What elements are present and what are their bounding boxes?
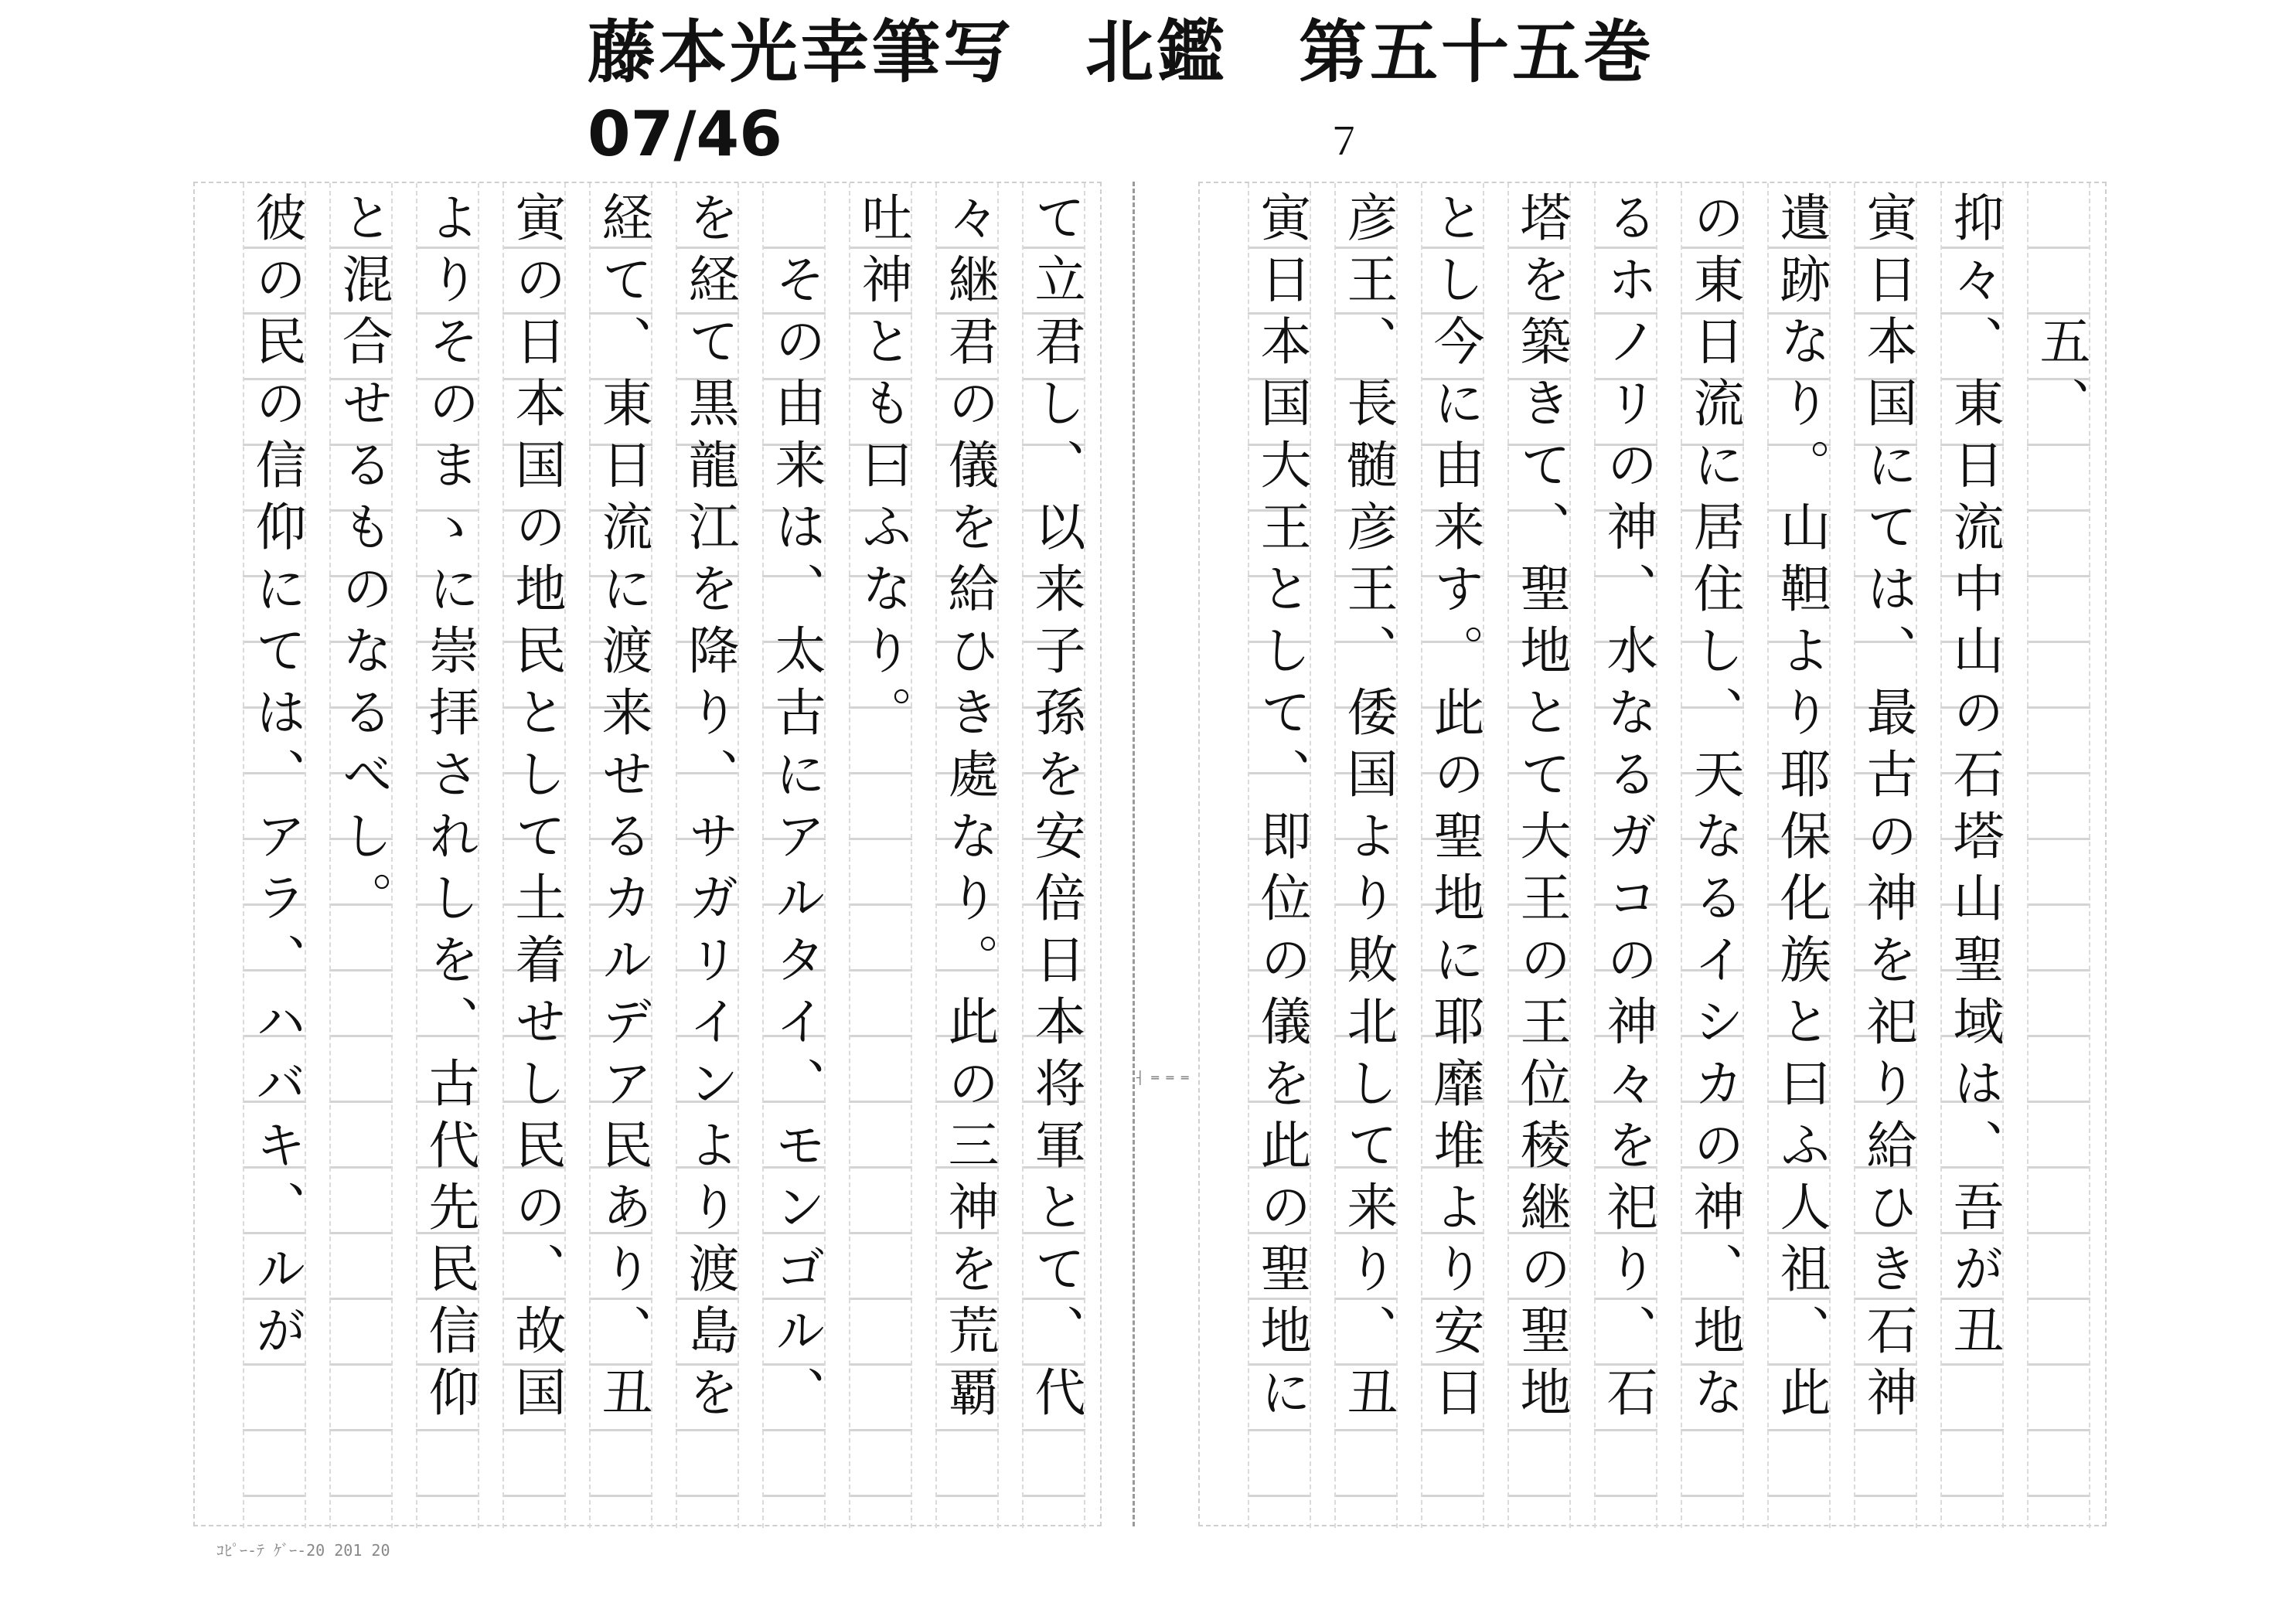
right-page bbox=[1198, 182, 2107, 1526]
right-page-column-text: 寅日本国にては、最古の神を祀り給ひき石神 bbox=[1858, 191, 1917, 1427]
gutter-mark: ┤ ═ ═ ═ bbox=[1136, 1070, 1189, 1085]
right-page-column-text: 五、 bbox=[2031, 191, 2090, 438]
left-page-column-text: 々継君の儀を給ひき處なり。此の三神を荒覇 bbox=[939, 191, 999, 1427]
left-page-column-text: て立君し、以来子孫を安倍日本将軍とて、代 bbox=[1026, 191, 1085, 1427]
right-page-column bbox=[1248, 183, 1311, 1528]
right-page-column-text: 遺跡なり。山靼より耶保化族と曰ふ人祖、此 bbox=[1771, 191, 1831, 1427]
left-page-column bbox=[935, 183, 999, 1528]
right-page-column-text: の東日流に居住し、天なるイシカの神、地な bbox=[1685, 191, 1744, 1427]
document-title: 藤本光幸筆写 北鑑 第五十五巻 bbox=[588, 12, 1655, 92]
right-page-column bbox=[1854, 183, 1917, 1528]
left-page-column bbox=[676, 183, 739, 1528]
left-page-column bbox=[762, 183, 826, 1528]
right-page-column-text: 寅日本国大王として、即位の儀を此の聖地に bbox=[1252, 191, 1311, 1427]
left-page-column bbox=[589, 183, 652, 1528]
right-page-column-text: るホノリの神、水なるガコの神々を祀り、石 bbox=[1598, 191, 1657, 1427]
right-page-column-text: 抑々、東日流中山の石塔山聖域は、吾が丑 bbox=[1944, 191, 2004, 1366]
left-page-column bbox=[502, 183, 566, 1528]
left-page-column bbox=[416, 183, 479, 1528]
right-page-column-text: 塔を築きて、聖地とて大王の王位稜継の聖地 bbox=[1511, 191, 1571, 1427]
left-page-column bbox=[243, 183, 306, 1528]
left-page-column-text: 彼の民の信仰にては、アラ、ハバキ、ルが bbox=[247, 191, 306, 1366]
manuscript-sheet bbox=[174, 182, 2130, 1526]
left-page-column-text: よりそのまゝに崇拝されしを、古代先民信仰 bbox=[420, 191, 479, 1427]
page-number: 07/46 bbox=[588, 98, 782, 170]
left-page-column-text: その由来は、太古にアルタイ、モンゴル、 bbox=[766, 191, 826, 1427]
right-page-column bbox=[1681, 183, 1744, 1528]
left-page bbox=[193, 182, 1102, 1526]
left-page-column-text: 経て、東日流に渡来せるカルデア民あり、丑 bbox=[593, 191, 652, 1427]
left-page-column bbox=[329, 183, 393, 1528]
left-page-column-text: を経て黒龍江を降り、サガリインより渡島を bbox=[680, 191, 739, 1427]
right-page-column bbox=[2027, 183, 2090, 1528]
right-page-column-text: 彦王、長髄彦王、倭国より敗北して来り、丑 bbox=[1338, 191, 1398, 1427]
right-page-column bbox=[1594, 183, 1657, 1528]
right-page-column-text: とし今に由来す。此の聖地に耶靡堆より安日 bbox=[1425, 191, 1484, 1427]
scan-stamp: ｺﾋﾟｰ-ﾃ ｹﾞｰ-20 201 20 bbox=[216, 1541, 390, 1560]
binding-gutter bbox=[1133, 182, 1135, 1526]
left-page-column bbox=[849, 183, 912, 1528]
right-page-column bbox=[1421, 183, 1484, 1528]
right-page-column bbox=[1334, 183, 1398, 1528]
left-page-column-text: 寅の日本国の地民として土着せし民の、故国 bbox=[506, 191, 566, 1427]
handwritten-page-note: ７ bbox=[1326, 121, 1364, 164]
right-page-column bbox=[1507, 183, 1571, 1528]
left-page-column-text: と混合せるものなるべし。 bbox=[333, 191, 393, 933]
right-page-column bbox=[1940, 183, 2004, 1528]
right-page-column bbox=[1767, 183, 1831, 1528]
left-page-column bbox=[1022, 183, 1085, 1528]
left-page-column-text: 吐神とも曰ふなり。 bbox=[853, 191, 912, 747]
